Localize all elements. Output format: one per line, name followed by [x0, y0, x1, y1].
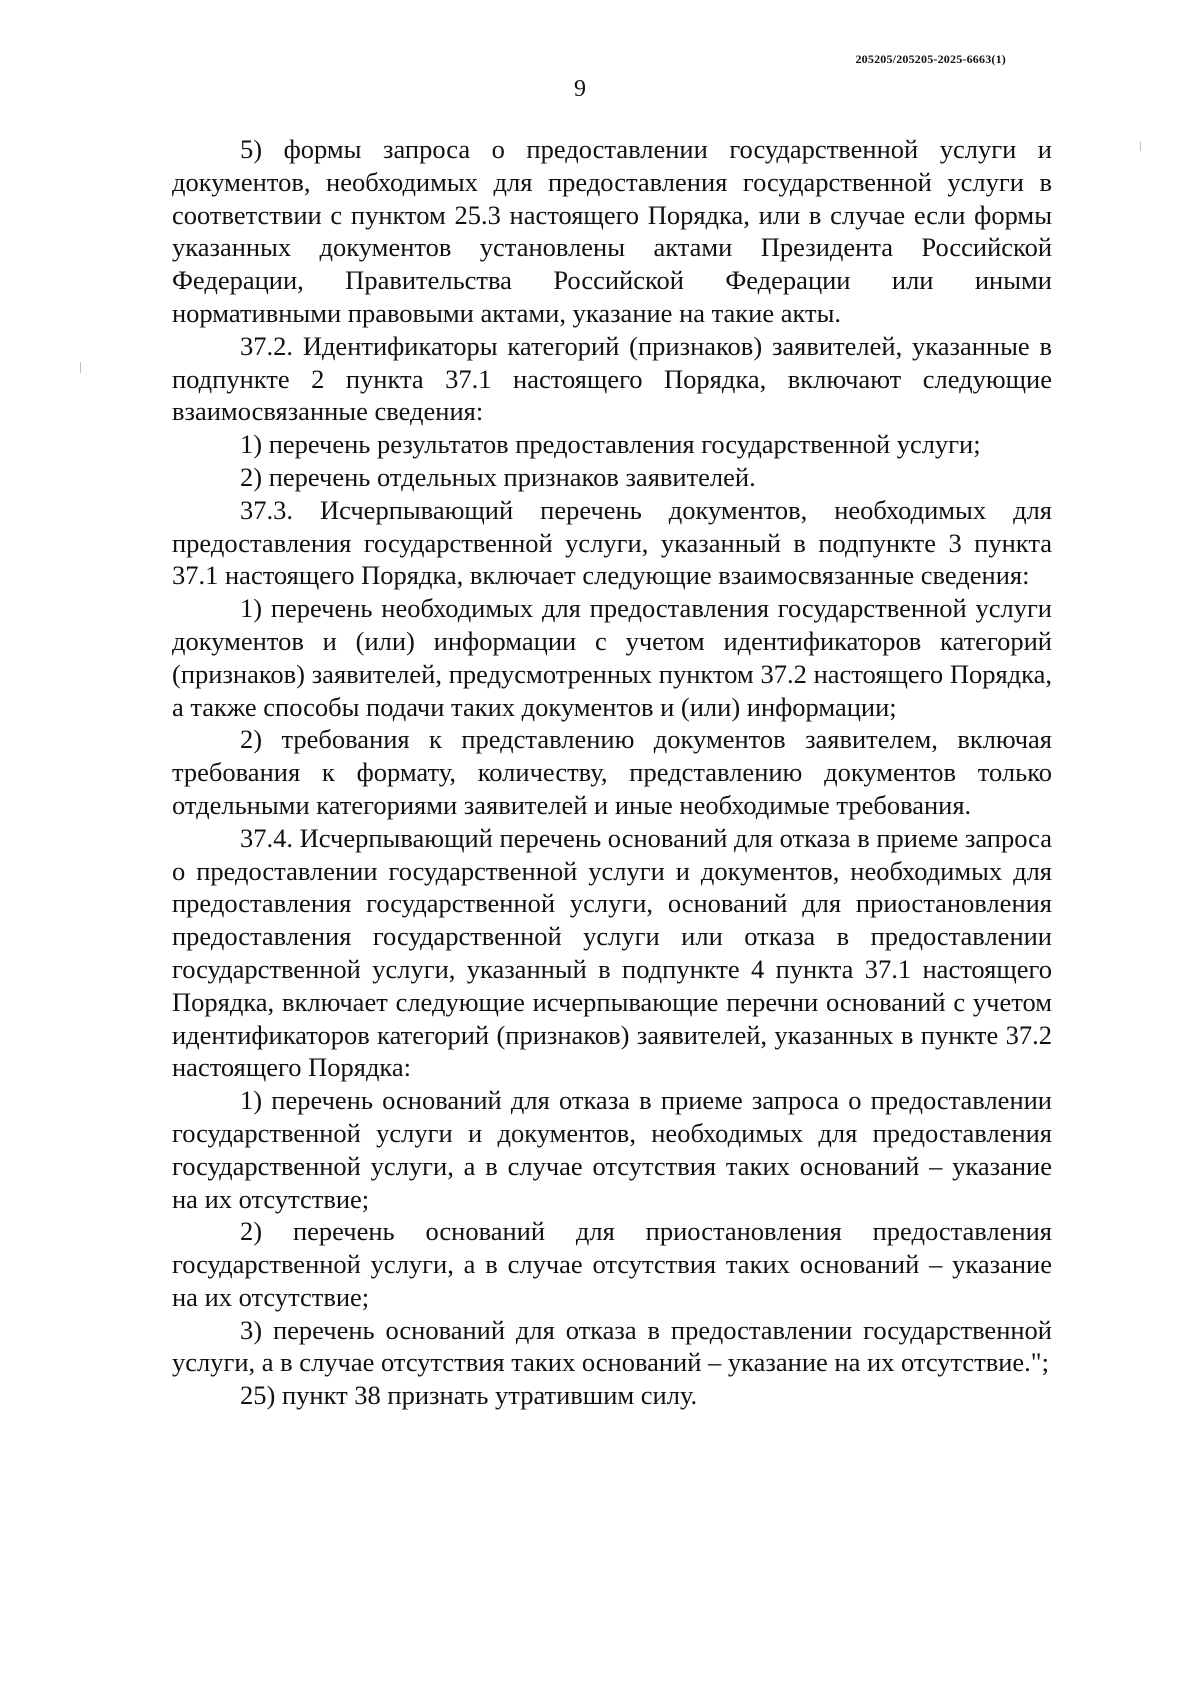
- paragraph-37-2: 37.2. Идентификаторы категорий (признаков) заявителей, указанные в подпункте 2 пункта 37.1 настоящего Порядка, включают следующие взаимосвязанные сведения:: [172, 330, 1052, 427]
- page-number: 9: [574, 76, 586, 102]
- paragraph-37-2-item-2: 2) перечень отдельных признаков заявителей.: [240, 461, 756, 492]
- paragraph-37-4-item-1: 1) перечень оснований для отказа в приеме запроса о предоставлении государственной услуги и документов, необходимых для предоставления государственной услуги, а в случае отсутствия таких оснований – указание на их отсутствие;: [172, 1085, 1052, 1214]
- paragraph-37-3-item-2: 2) требования к представлению документов заявителем, включая требования к формату, количеству, представлению документов только отдельными категориями заявителей и иные необходимые требования.: [172, 724, 1052, 820]
- document-registration-number: 205205/205205-2025-6663(1): [855, 52, 1006, 66]
- document-body: [172, 133, 1052, 1412]
- scan-margin-mark: [1140, 142, 1141, 151]
- paragraph-item-25: 25) пункт 38 признать утратившим силу.: [240, 1380, 698, 1411]
- paragraph-37-3: 37.3. Исчерпывающий перечень документов, необходимых для предоставления государственной услуги, указанный в подпункте 3 пункта 37.1 настоящего Порядка, включает следующие взаимосвязанные сведения:: [172, 494, 1052, 591]
- paragraph-item-5: 5) формы запроса о предоставлении государственной услуги и документов, необходимых для предоставления государственной услуги в соответствии с пунктом 25.3 настоящего Порядка, или в случае если формы указанных документов установлены актами Президента Российской Федерации, Правительства Российской Федерации или иными нормативными правовыми актами, указание на такие акты.: [172, 134, 1052, 328]
- paragraph-37-2-item-1: 1) перечень результатов предоставления государственной услуги;: [240, 429, 981, 460]
- paragraph-37-3-item-1: 1) перечень необходимых для предоставления государственной услуги документов и (или) информации с учетом идентификаторов категорий (признаков) заявителей, предусмотренных пунктом 37.2 настоящего Порядка, а также способы подачи таких документов и (или) информации;: [172, 593, 1052, 722]
- paragraph-37-4-item-2: 2) перечень оснований для приостановления предоставления государственной услуги, а в случае отсутствия таких оснований – указание на их отсутствие;: [172, 1216, 1052, 1312]
- scan-margin-mark: [80, 362, 81, 373]
- paragraph-37-4: 37.4. Исчерпывающий перечень оснований для отказа в приеме запроса о предоставлении государственной услуги и документов, необходимых для предоставления государственной услуги, оснований для приостановления предоставления государственной услуги или отказа в предоставлении государственной услуги, указанный в подпункте 4 пункта 37.1 настоящего Порядка, включает следующие исчерпывающие перечни оснований с учетом идентификаторов категорий (признаков) заявителей, указанных в пункте 37.2 настоящего Порядка:: [172, 822, 1052, 1083]
- paragraph-37-4-item-3: 3) перечень оснований для отказа в предоставлении государственной услуги, а в случае отсутствия таких оснований – указание на их отсутствие.";: [172, 1314, 1052, 1378]
